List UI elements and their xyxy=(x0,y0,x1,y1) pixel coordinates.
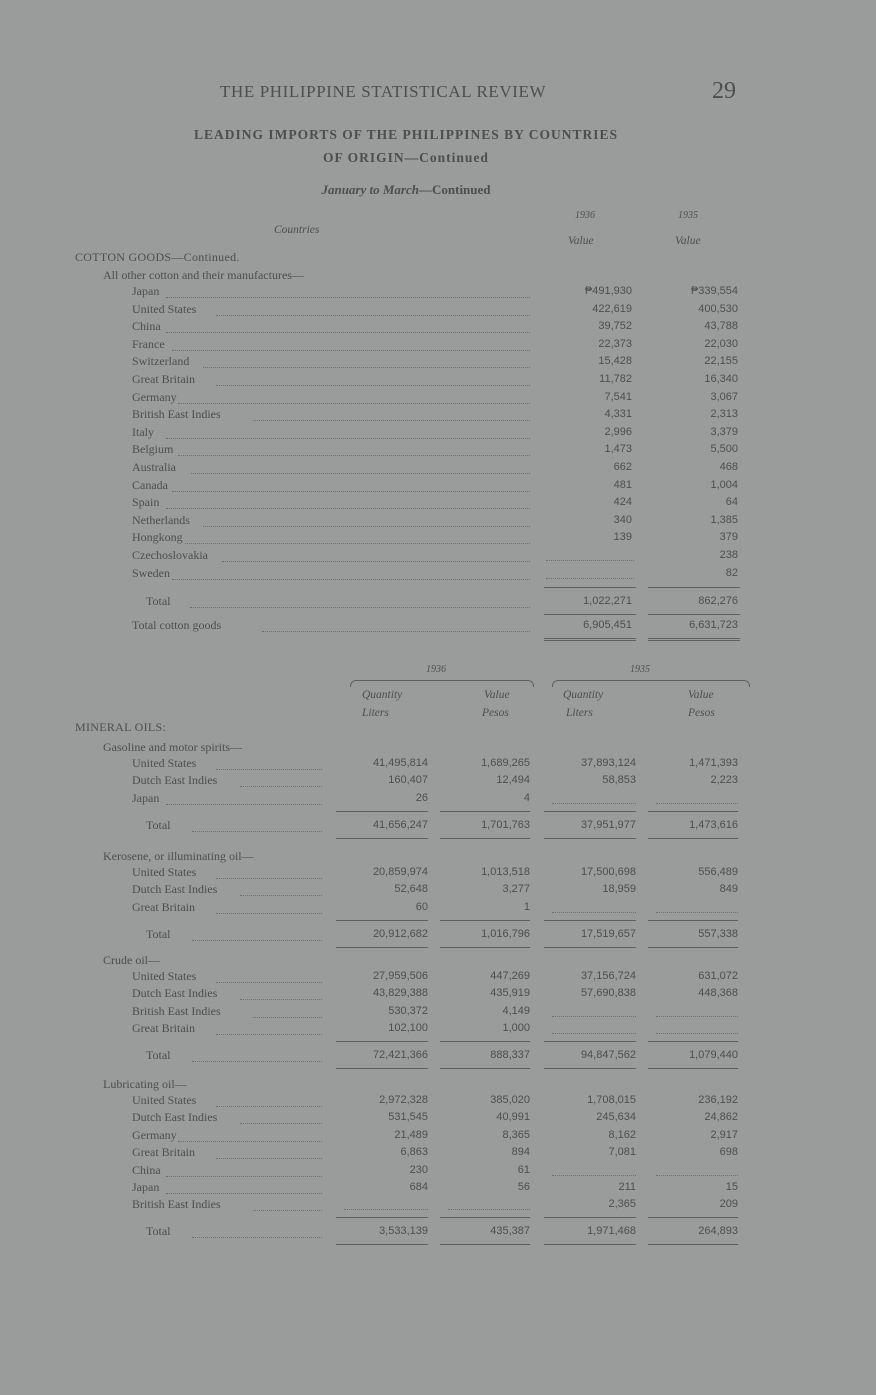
cotton-row-leader xyxy=(178,403,530,404)
cotton-row-country: Germany xyxy=(132,389,177,404)
cotton-row-country: France xyxy=(132,336,165,351)
cotton-row-leader xyxy=(172,579,530,580)
period-continued: —Continued xyxy=(419,182,491,197)
mineral-total-v1935: 1,473,616 xyxy=(689,818,738,831)
mineral-row-v1936: 1,000 xyxy=(502,1022,530,1035)
mineral-row-q1935: 37,156,724 xyxy=(580,970,636,982)
cotton-row-leader xyxy=(166,508,530,509)
mineral-total-label: Total xyxy=(146,1048,171,1063)
cotton-row-country: British East Indies xyxy=(132,407,221,422)
cotton-row-value-1936: 22,373 xyxy=(598,337,632,350)
mineral-row-blank-q1936 xyxy=(344,1209,428,1210)
cotton-row-blank-1936 xyxy=(546,560,634,561)
cotton-row-country: United States xyxy=(132,301,197,316)
mineral-total-label: Total xyxy=(146,817,171,832)
cotton-row-value-1935: 1,385 xyxy=(710,513,738,526)
cotton-row-value-1936: 422,619 xyxy=(592,302,632,315)
mineral-row-country: United States xyxy=(132,969,197,983)
mineral-row-v1935: 209 xyxy=(719,1198,738,1211)
mineral-total-q1935: 37,951,977 xyxy=(580,818,636,831)
mineral-row-q1936: 26 xyxy=(415,791,428,804)
mineral-total-leader xyxy=(192,831,322,832)
cotton-value-header-1935: Value xyxy=(675,235,701,247)
mineral-row-country: Great Britain xyxy=(132,1021,195,1036)
mineral-total-rule xyxy=(648,1068,738,1069)
cotton-row-blank-1936 xyxy=(546,578,634,579)
mineral-total-rule xyxy=(544,838,636,839)
cotton-row-leader xyxy=(172,491,530,492)
mineral-row-q1935: 8,162 xyxy=(608,1128,636,1141)
mineral-row-country: Dutch East Indies xyxy=(132,773,218,788)
cotton-row-leader xyxy=(216,385,530,386)
mineral-subtotal-rule xyxy=(440,920,530,921)
mineral-row-q1935: 17,500,698 xyxy=(580,866,636,878)
mineral-total-q1936: 20,912,682 xyxy=(372,927,428,940)
mineral-total-q1935: 1,971,468 xyxy=(587,1225,636,1238)
cotton-grand-leader xyxy=(262,631,530,632)
mineral-row-blank-q1935 xyxy=(552,1033,636,1034)
cotton-row-value-1935: 1,004 xyxy=(710,478,738,491)
mineral-total-q1935: 94,847,562 xyxy=(580,1049,636,1062)
cotton-grand-total-label: Total cotton goods xyxy=(132,618,222,632)
mineral-row-v1935: 849 xyxy=(719,883,738,896)
cotton-row-value-1935: 3,067 xyxy=(710,390,738,403)
cotton-row-value-1936: 662 xyxy=(613,461,632,473)
mineral-subtotal-rule xyxy=(544,811,636,812)
cotton-section-heading: COTTON GOODS—Continued. xyxy=(75,250,240,264)
quantity-header-1936: Quantity xyxy=(362,689,403,701)
mineral-row-country: British East Indies xyxy=(132,1003,221,1018)
cotton-row-value-1936: 4,331 xyxy=(604,408,632,421)
mineral-row-leader xyxy=(253,1210,322,1211)
cotton-row-value-1935: 3,379 xyxy=(710,425,738,438)
cotton-row-value-1936: 1,473 xyxy=(604,443,632,456)
mineral-row-q1936: 43,829,388 xyxy=(372,987,428,1000)
mineral-row-q1935: 57,690,838 xyxy=(580,987,636,1000)
cotton-row-leader xyxy=(203,526,530,527)
cotton-row-value-1935: 2,313 xyxy=(710,408,738,421)
mineral-year-1936: 1936 xyxy=(426,664,446,675)
mineral-row-q1935: 37,893,124 xyxy=(580,757,636,769)
mineral-row-q1936: 230 xyxy=(409,1163,428,1176)
mineral-section-heading: MINERAL OILS: xyxy=(75,720,167,734)
cotton-row-value-1936: 424 xyxy=(613,496,632,509)
mineral-row-country: Great Britain xyxy=(132,899,195,914)
cotton-row-value-1935: 379 xyxy=(719,531,738,544)
cotton-total-rule-1935 xyxy=(648,614,740,615)
mineral-total-v1936: 1,016,796 xyxy=(481,927,530,940)
cotton-row-leader xyxy=(222,561,530,562)
mineral-subtotal-rule xyxy=(336,1217,428,1218)
cotton-total-rule-1936 xyxy=(544,614,636,615)
cotton-row-value-1936: 481 xyxy=(613,478,632,491)
mineral-subtotal-rule xyxy=(336,1041,428,1042)
mineral-row-q1936: 21,489 xyxy=(394,1128,428,1141)
cotton-total-leader xyxy=(190,607,530,608)
mineral-row-blank-v1935 xyxy=(656,1175,738,1176)
cotton-row-value-1936: 340 xyxy=(613,513,632,526)
mineral-row-v1936: 1 xyxy=(523,900,530,913)
mineral-subtotal-rule xyxy=(440,811,530,812)
mineral-row-leader xyxy=(216,982,322,983)
mineral-row-q1936: 27,959,506 xyxy=(372,970,428,982)
mineral-row-q1936: 102,100 xyxy=(388,1022,428,1035)
mineral-row-blank-q1935 xyxy=(552,803,636,804)
mineral-total-label: Total xyxy=(146,926,171,941)
mineral-total-leader xyxy=(192,940,322,941)
mineral-row-q1935: 7,081 xyxy=(608,1146,636,1159)
mineral-row-leader xyxy=(216,769,322,770)
year-1936-brace xyxy=(350,680,534,687)
value-header-1935: Value xyxy=(688,689,714,701)
mineral-row-leader xyxy=(216,913,322,914)
mineral-row-country: China xyxy=(132,1162,161,1177)
cotton-row-value-1936: ₱491,930 xyxy=(584,285,632,297)
mineral-row-q1936: 52,648 xyxy=(394,883,428,896)
mineral-row-q1936: 2,972,328 xyxy=(379,1094,428,1106)
cotton-row-leader xyxy=(216,315,530,316)
mineral-row-v1936: 12,494 xyxy=(496,774,530,787)
cotton-row-value-1935: 64 xyxy=(725,496,738,509)
mineral-row-v1935: 15 xyxy=(725,1181,738,1193)
mineral-row-q1935: 2,365 xyxy=(608,1198,636,1211)
mineral-row-country: United States xyxy=(132,1093,197,1107)
mineral-group-heading: Gasoline and motor spirits— xyxy=(103,740,242,754)
cotton-row-leader xyxy=(178,455,530,456)
mineral-row-country: Dutch East Indies xyxy=(132,1110,218,1125)
mineral-row-country: Great Britain xyxy=(132,1145,195,1160)
mineral-row-country: Germany xyxy=(132,1127,177,1142)
cotton-subtotal-rule-1936 xyxy=(544,587,636,588)
mineral-total-rule xyxy=(336,1068,428,1069)
liters-header-1935: Liters xyxy=(566,707,593,719)
mineral-subtotal-rule xyxy=(544,920,636,921)
cotton-row-value-1935: ₱339,554 xyxy=(690,285,738,297)
mineral-total-v1936: 435,387 xyxy=(490,1225,530,1238)
value-header-1936: Value xyxy=(484,689,510,701)
mineral-row-leader xyxy=(216,1158,322,1159)
mineral-row-q1935: 211 xyxy=(618,1181,636,1193)
cotton-grand-rule-1936 xyxy=(544,638,636,641)
cotton-row-value-1936: 2,996 xyxy=(604,425,632,438)
mineral-total-rule xyxy=(544,1244,636,1245)
cotton-row-country: Canada xyxy=(132,477,168,492)
mineral-row-country: Dutch East Indies xyxy=(132,882,218,897)
mineral-total-v1935: 557,338 xyxy=(698,927,738,940)
mineral-row-leader xyxy=(216,1106,322,1107)
cotton-row-country: Italy xyxy=(132,424,154,439)
mineral-row-q1935: 18,959 xyxy=(602,883,636,896)
mineral-total-q1936: 3,533,139 xyxy=(379,1225,428,1238)
mineral-row-v1936: 4 xyxy=(523,791,530,804)
mineral-row-v1936: 3,277 xyxy=(502,883,530,896)
mineral-row-leader xyxy=(166,1193,322,1194)
cotton-row-country: Spain xyxy=(132,495,160,510)
mineral-row-v1936: 1,689,265 xyxy=(481,757,530,769)
mineral-total-rule xyxy=(648,947,738,948)
mineral-row-v1936: 8,365 xyxy=(502,1128,530,1141)
mineral-row-leader xyxy=(240,999,322,1000)
mineral-row-v1935: 556,489 xyxy=(698,866,738,878)
mineral-row-v1935: 236,192 xyxy=(698,1094,738,1106)
cotton-row-value-1935: 5,500 xyxy=(710,443,738,456)
mineral-group-heading: Crude oil— xyxy=(103,953,160,967)
cotton-row-value-1935: 82 xyxy=(725,566,738,579)
mineral-total-rule xyxy=(440,947,530,948)
cotton-value-header-1936: Value xyxy=(568,235,594,247)
mineral-row-blank-v1935 xyxy=(656,912,738,913)
mineral-row-v1936: 56 xyxy=(517,1181,530,1193)
cotton-row-country: Australia xyxy=(132,460,176,474)
cotton-grand-total-1936: 6,905,451 xyxy=(583,619,632,631)
mineral-total-rule xyxy=(440,1244,530,1245)
mineral-row-v1935: 631,072 xyxy=(698,970,738,982)
mineral-row-v1935: 2,223 xyxy=(710,774,738,787)
mineral-row-blank-q1935 xyxy=(552,1016,636,1017)
mineral-total-rule xyxy=(336,1244,428,1245)
cotton-row-leader xyxy=(191,473,530,474)
cotton-year-1935: 1935 xyxy=(678,210,698,221)
year-1935-brace xyxy=(552,680,750,687)
cotton-row-leader xyxy=(203,367,530,368)
mineral-row-country: British East Indies xyxy=(132,1197,221,1212)
mineral-subtotal-rule xyxy=(544,1217,636,1218)
mineral-row-v1935: 448,368 xyxy=(698,987,738,1000)
cotton-grand-rule-1935 xyxy=(648,638,740,641)
cotton-row-country: Hongkong xyxy=(132,530,183,545)
pesos-header-1936: Pesos xyxy=(482,707,509,719)
mineral-total-rule xyxy=(336,947,428,948)
cotton-row-country: Sweden xyxy=(132,565,170,580)
cotton-row-country: Japan xyxy=(132,284,160,298)
cotton-row-leader xyxy=(166,297,530,298)
mineral-total-leader xyxy=(192,1237,322,1238)
mineral-row-leader xyxy=(166,1176,322,1177)
cotton-row-value-1936: 39,752 xyxy=(598,320,632,333)
mineral-row-v1935: 2,917 xyxy=(710,1128,738,1141)
mineral-row-q1936: 6,863 xyxy=(400,1146,428,1159)
mineral-row-q1936: 531,545 xyxy=(388,1111,428,1124)
mineral-row-v1935: 698 xyxy=(719,1146,738,1159)
mineral-total-q1935: 17,519,657 xyxy=(580,927,636,940)
cotton-row-country: Belgium xyxy=(132,442,174,457)
table-title-continued: OF ORIGIN—Continued xyxy=(323,150,489,165)
mineral-total-v1936: 1,701,763 xyxy=(481,818,530,831)
mineral-subtotal-rule xyxy=(336,811,428,812)
cotton-row-value-1936: 7,541 xyxy=(604,390,632,403)
page-number: 29 xyxy=(712,78,736,104)
quantity-header-1935: Quantity xyxy=(563,689,604,701)
mineral-row-v1936: 40,991 xyxy=(496,1111,530,1124)
cotton-row-country: Great Britain xyxy=(132,372,195,386)
mineral-total-rule xyxy=(648,1244,738,1245)
mineral-subtotal-rule xyxy=(648,1041,738,1042)
mineral-total-rule xyxy=(440,838,530,839)
mineral-subtotal-rule xyxy=(440,1041,530,1042)
cotton-row-value-1935: 22,155 xyxy=(704,355,738,368)
mineral-row-leader xyxy=(240,895,322,896)
cotton-row-value-1936: 15,428 xyxy=(598,355,632,368)
mineral-row-blank-v1935 xyxy=(656,1033,738,1034)
mineral-row-q1935: 245,634 xyxy=(596,1111,636,1124)
mineral-row-leader xyxy=(216,1034,322,1035)
mineral-row-q1936: 530,372 xyxy=(388,1004,428,1017)
mineral-row-country: United States xyxy=(132,865,197,879)
cotton-row-leader xyxy=(253,420,530,421)
mineral-group-heading: Kerosene, or illuminating oil— xyxy=(103,849,254,863)
mineral-total-rule xyxy=(544,1068,636,1069)
mineral-row-leader xyxy=(178,1141,322,1142)
cotton-grand-total-1935: 6,631,723 xyxy=(689,619,738,631)
cotton-total-1935: 862,276 xyxy=(698,595,738,607)
cotton-row-value-1935: 468 xyxy=(719,461,738,473)
mineral-subtotal-rule xyxy=(544,1041,636,1042)
mineral-row-blank-q1935 xyxy=(552,1175,636,1176)
pesos-header-1935: Pesos xyxy=(688,707,715,719)
mineral-year-1935: 1935 xyxy=(630,664,650,675)
mineral-row-v1936: 1,013,518 xyxy=(481,866,530,878)
cotton-row-country: Netherlands xyxy=(132,512,190,527)
mineral-total-v1936: 888,337 xyxy=(490,1049,530,1062)
mineral-total-rule xyxy=(336,838,428,839)
mineral-subtotal-rule xyxy=(648,920,738,921)
cotton-row-country: China xyxy=(132,319,161,334)
cotton-row-value-1935: 43,788 xyxy=(704,320,738,333)
mineral-row-v1935: 1,471,393 xyxy=(689,757,738,769)
mineral-group-heading: Lubricating oil— xyxy=(103,1077,187,1091)
mineral-total-q1936: 41,656,247 xyxy=(372,818,428,831)
cotton-row-value-1936: 11,782 xyxy=(599,373,632,385)
cotton-row-country: Czechoslovakia xyxy=(132,548,208,562)
cotton-row-leader xyxy=(166,438,530,439)
mineral-row-v1936: 4,149 xyxy=(502,1004,530,1017)
mineral-row-v1936: 435,919 xyxy=(490,987,530,1000)
mineral-row-country: Japan xyxy=(132,1180,160,1194)
mineral-row-v1935: 24,862 xyxy=(704,1111,738,1124)
mineral-row-q1936: 684 xyxy=(409,1181,428,1193)
mineral-row-leader xyxy=(240,786,322,787)
mineral-row-v1936: 894 xyxy=(511,1146,530,1159)
period-label: January to March xyxy=(321,182,419,197)
cotton-row-value-1935: 22,030 xyxy=(704,337,738,350)
mineral-row-blank-v1935 xyxy=(656,803,738,804)
cotton-total-1936: 1,022,271 xyxy=(583,595,632,607)
mineral-row-q1936: 60 xyxy=(415,900,428,913)
cotton-total-label: Total xyxy=(146,594,171,608)
mineral-row-q1935: 58,853 xyxy=(602,774,636,787)
mineral-row-blank-q1935 xyxy=(552,912,636,913)
cotton-row-value-1935: 238 xyxy=(719,549,738,561)
cotton-subsection-heading: All other cotton and their manufactures— xyxy=(103,268,304,282)
cotton-row-value-1935: 16,340 xyxy=(704,373,738,385)
mineral-row-v1936: 385,020 xyxy=(490,1094,530,1106)
liters-header-1936: Liters xyxy=(362,707,389,719)
mineral-row-v1936: 447,269 xyxy=(490,970,530,982)
mineral-row-q1935: 1,708,015 xyxy=(587,1094,636,1106)
mineral-total-q1936: 72,421,366 xyxy=(372,1049,428,1062)
mineral-total-rule xyxy=(440,1068,530,1069)
mineral-row-leader xyxy=(216,878,322,879)
mineral-total-label: Total xyxy=(146,1224,171,1239)
mineral-row-country: United States xyxy=(132,756,197,770)
mineral-row-q1936: 20,859,974 xyxy=(372,866,428,878)
cotton-year-1936: 1936 xyxy=(575,210,595,221)
mineral-row-leader xyxy=(166,804,322,805)
mineral-total-rule xyxy=(648,838,738,839)
cotton-row-value-1936: 139 xyxy=(613,531,632,544)
mineral-row-blank-v1935 xyxy=(656,1016,738,1017)
mineral-total-rule xyxy=(544,947,636,948)
cotton-row-value-1935: 400,530 xyxy=(698,302,738,315)
mineral-total-leader xyxy=(192,1061,322,1062)
mineral-row-q1936: 41,495,814 xyxy=(372,757,428,769)
cotton-subtotal-rule-1935 xyxy=(648,587,740,588)
mineral-total-v1935: 264,893 xyxy=(698,1225,738,1238)
mineral-row-q1936: 160,407 xyxy=(388,774,428,787)
mineral-row-blank-v1936 xyxy=(448,1209,530,1210)
period-subtitle xyxy=(0,182,812,198)
table-title: LEADING IMPORTS OF THE PHILIPPINES BY COUNTRIES xyxy=(193,127,619,142)
mineral-row-v1936: 61 xyxy=(517,1163,530,1176)
mineral-row-country: Japan xyxy=(132,790,160,805)
mineral-subtotal-rule xyxy=(440,1217,530,1218)
cotton-row-leader xyxy=(172,350,530,351)
mineral-row-leader xyxy=(240,1123,322,1124)
mineral-total-v1935: 1,079,440 xyxy=(689,1049,738,1062)
running-header: THE PHILIPPINE STATISTICAL REVIEW xyxy=(220,82,547,101)
mineral-row-country: Dutch East Indies xyxy=(132,986,218,1001)
cotton-row-leader xyxy=(166,332,530,333)
cotton-row-leader xyxy=(185,543,530,544)
mineral-subtotal-rule xyxy=(648,1217,738,1218)
countries-header: Countries xyxy=(274,224,320,236)
cotton-row-country: Switzerland xyxy=(132,354,190,369)
mineral-row-leader xyxy=(253,1017,322,1018)
mineral-subtotal-rule xyxy=(648,811,738,812)
mineral-subtotal-rule xyxy=(336,920,428,921)
